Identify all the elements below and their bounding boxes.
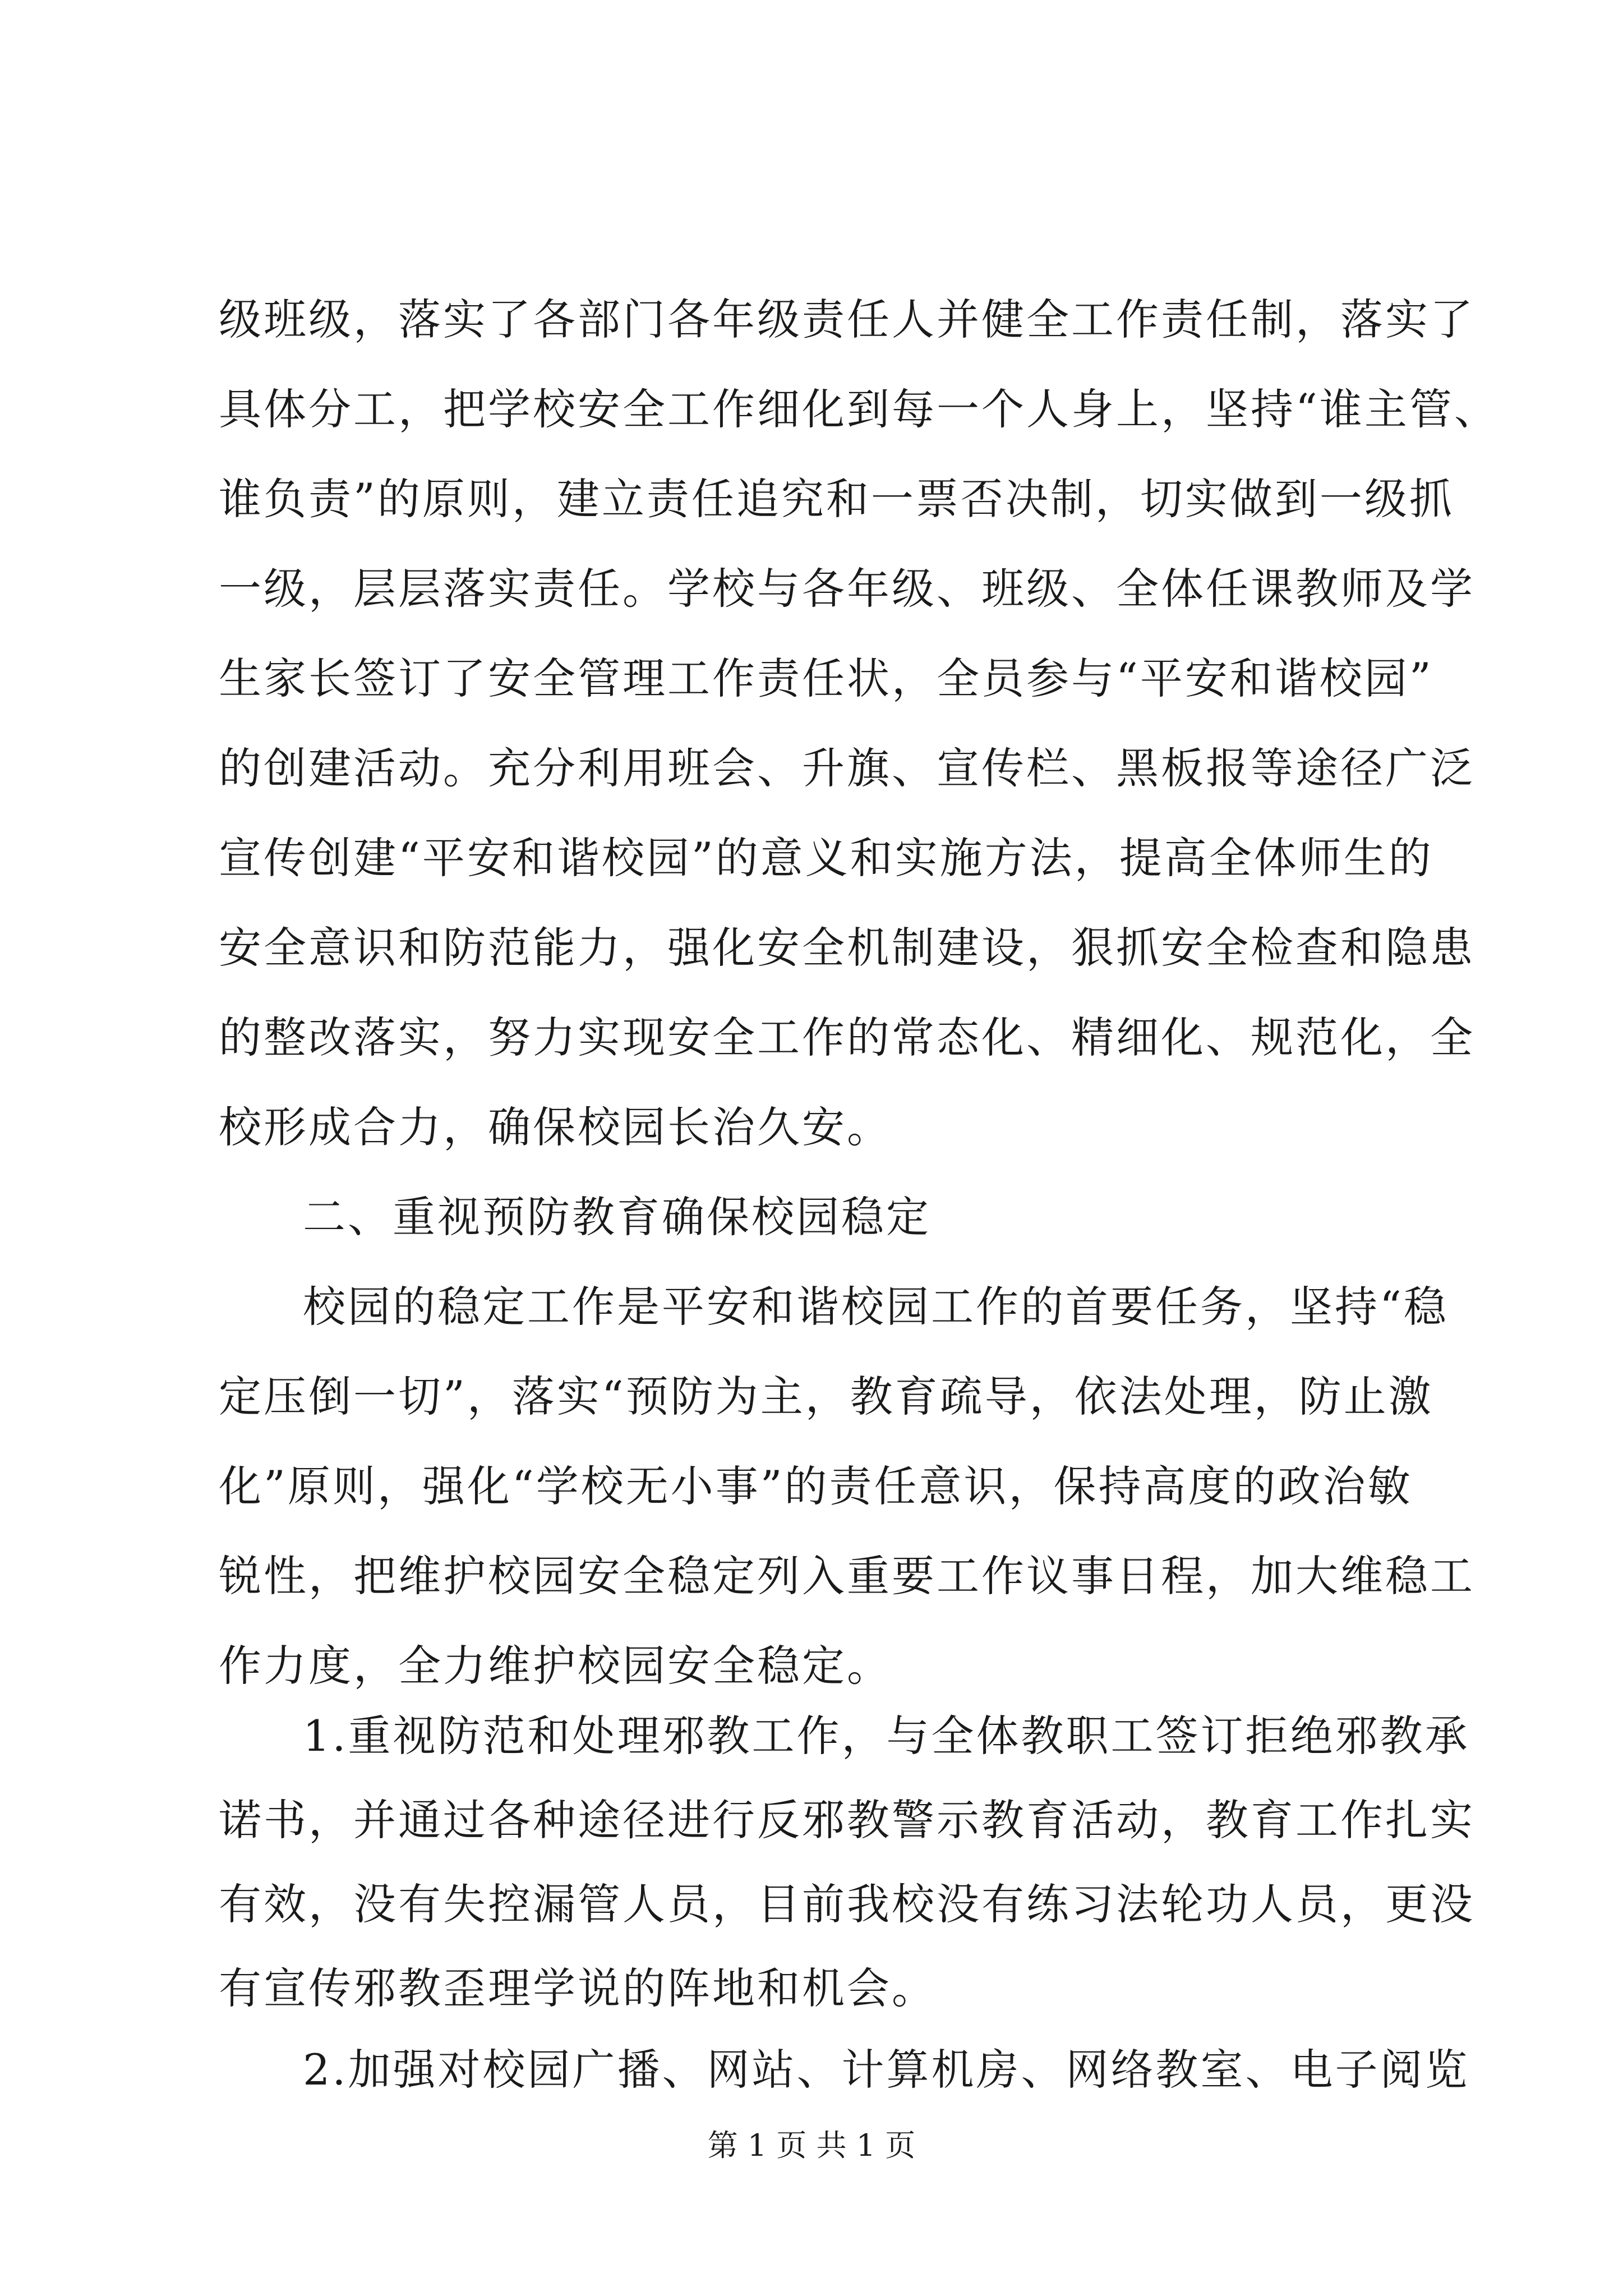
text-line: 锐性，把维护校园安全稳定列入重要工作议事日程，加大维稳工: [219, 1551, 1475, 1601]
section-heading: 二、重视预防教育确保校园稳定: [303, 1192, 931, 1242]
list-item: 1.重视防范和处理邪教工作，与全体教职工签订拒绝邪教承: [303, 1711, 1470, 1761]
page-footer: 第 1 页 共 1 页: [707, 2128, 916, 2163]
list-item: 2.加强对校园广播、网站、计算机房、网络教室、电子阅览: [303, 2045, 1470, 2095]
text-line: 校园的稳定工作是平安和谐校园工作的首要任务，坚持“稳: [303, 1282, 1449, 1332]
text-line: 校形成合力，确保校园长治久安。: [219, 1102, 892, 1152]
text-line: 作力度，全力维护校园安全稳定。: [219, 1641, 892, 1691]
text-line: 有宣传邪教歪理学说的阵地和机会。: [219, 1963, 937, 2013]
text-line: 化”原则，强化“学校无小事”的责任意识，保持高度的政治敏: [219, 1461, 1413, 1511]
text-line: 定压倒一切”，落实“预防为主，教育疏导，依法处理，防止激: [219, 1372, 1433, 1421]
text-line: 生家长签订了安全管理工作责任状，全员参与“平安和谐校园”: [219, 654, 1433, 703]
text-line: 具体分工，把学校安全工作细化到每一个人身上，坚持“谁主管、: [219, 384, 1499, 434]
text-line: 谁负责”的原则，建立责任追究和一票否决制，切实做到一级抓: [219, 474, 1454, 524]
text-line: 一级，层层落实责任。学校与各年级、班级、全体任课教师及学: [219, 564, 1475, 614]
text-line: 级班级，落实了各部门各年级责任人并健全工作责任制，落实了: [219, 295, 1475, 344]
text-line: 的整改落实，努力实现安全工作的常态化、精细化、规范化，全: [219, 1013, 1475, 1062]
text-line: 安全意识和防范能力，强化安全机制建设，狠抓安全检查和隐患: [219, 923, 1475, 973]
text-line: 有效，没有失控漏管人员，目前我校没有练习法轮功人员，更没: [219, 1879, 1475, 1929]
text-line: 诺书，并通过各种途径进行反邪教警示教育活动，教育工作扎实: [219, 1795, 1475, 1845]
text-line: 的创建活动。充分利用班会、升旗、宣传栏、黑板报等途径广泛: [219, 743, 1475, 793]
text-line: 宣传创建“平安和谐校园”的意义和实施方法，提高全体师生的: [219, 833, 1433, 883]
